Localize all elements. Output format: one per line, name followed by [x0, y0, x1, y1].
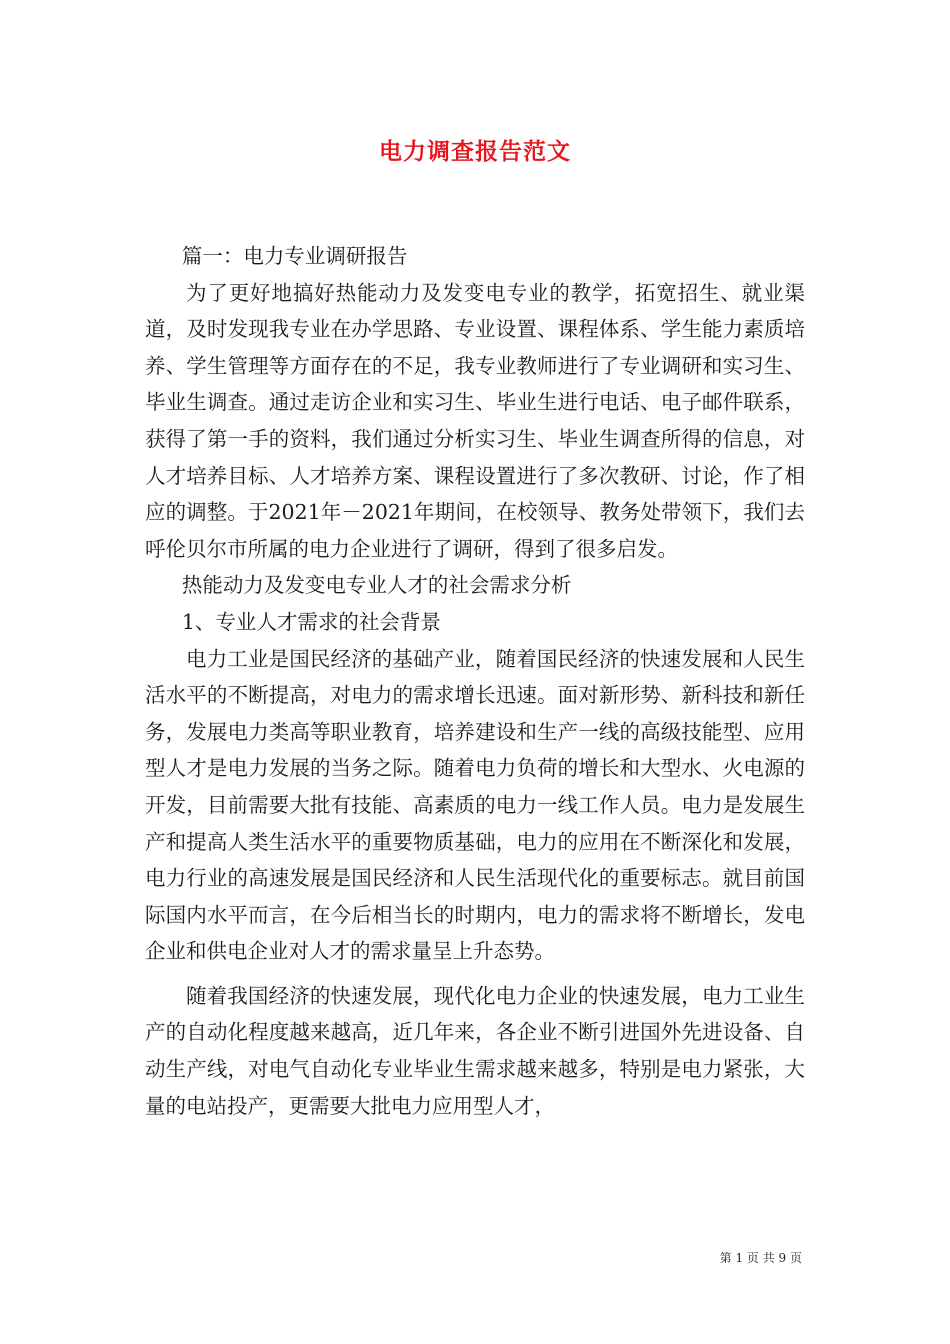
paragraph-economic-development: 随着我国经济的快速发展，现代化电力企业的快速发展，电力工业生产的自动化程度越来越高，近几年来，各企业不断引进国外先进设备、自动生产线，对电气自动化专业毕业生需求越来越多，特别是电力紧张，大量的电站投产，更需要大批电力应用型人才， [145, 983, 805, 1118]
subheading-social-background: 1、专业人才需求的社会背景 [181, 609, 441, 634]
paragraph-power-industry: 电力工业是国民经济的基础产业，随着国民经济的快速发展和人民生活水平的不断提高，对电力的需求增长迅速。面对新形势、新科技和新任务，发展电力类高等职业教育，培养建设和生产一线的高级技能型、应用型人才是电力发展的当务之际。随着电力负荷的增长和大型水、火电源的开发，目前需要大批有技能、高素质的电力一线工作人员。电力是发展生产和提高人类生活水平的重要物质基础，电力的应用在不断深化和发展，电力行业的高速发展是国民经济和人民生活现代化的重要标志。就目前国际国内水平而言，在今后相当长的时期内，电力的需求将不断增长，发电企业和供电企业对人才的需求量呈上升态势。 [145, 646, 805, 964]
document-title: 电力调查报告范文 [379, 138, 571, 165]
paragraph-intro: 为了更好地搞好热能动力及发变电专业的教学，拓宽招生、就业渠道，及时发现我专业在办学思路、专业设置、课程体系、学生能力素质培养、学生管理等方面存在的不足，我专业教师进行了专业调研和实习生、毕业生调查。通过走访企业和实习生、毕业生进行电话、电子邮件联系，获得了第一手的资料，我们通过分析实习生、毕业生调查所得的信息，对人才培养目标、人才培养方案、课程设置进行了多次教研、讨论，作了相应的调整。于2021年－2021年期间，在校领导、教务处带领下，我们去呼伦贝尔市所属的电力企业进行了调研，得到了很多启发。 [145, 280, 805, 561]
page-number: 第 1 页 共 9 页 [719, 1251, 802, 1265]
document-body [145, 238, 805, 1124]
subheading-demand-analysis: 热能动力及发变电专业人才的社会需求分析 [181, 573, 572, 598]
section-heading: 篇一：电力专业调研报告 [181, 244, 408, 268]
